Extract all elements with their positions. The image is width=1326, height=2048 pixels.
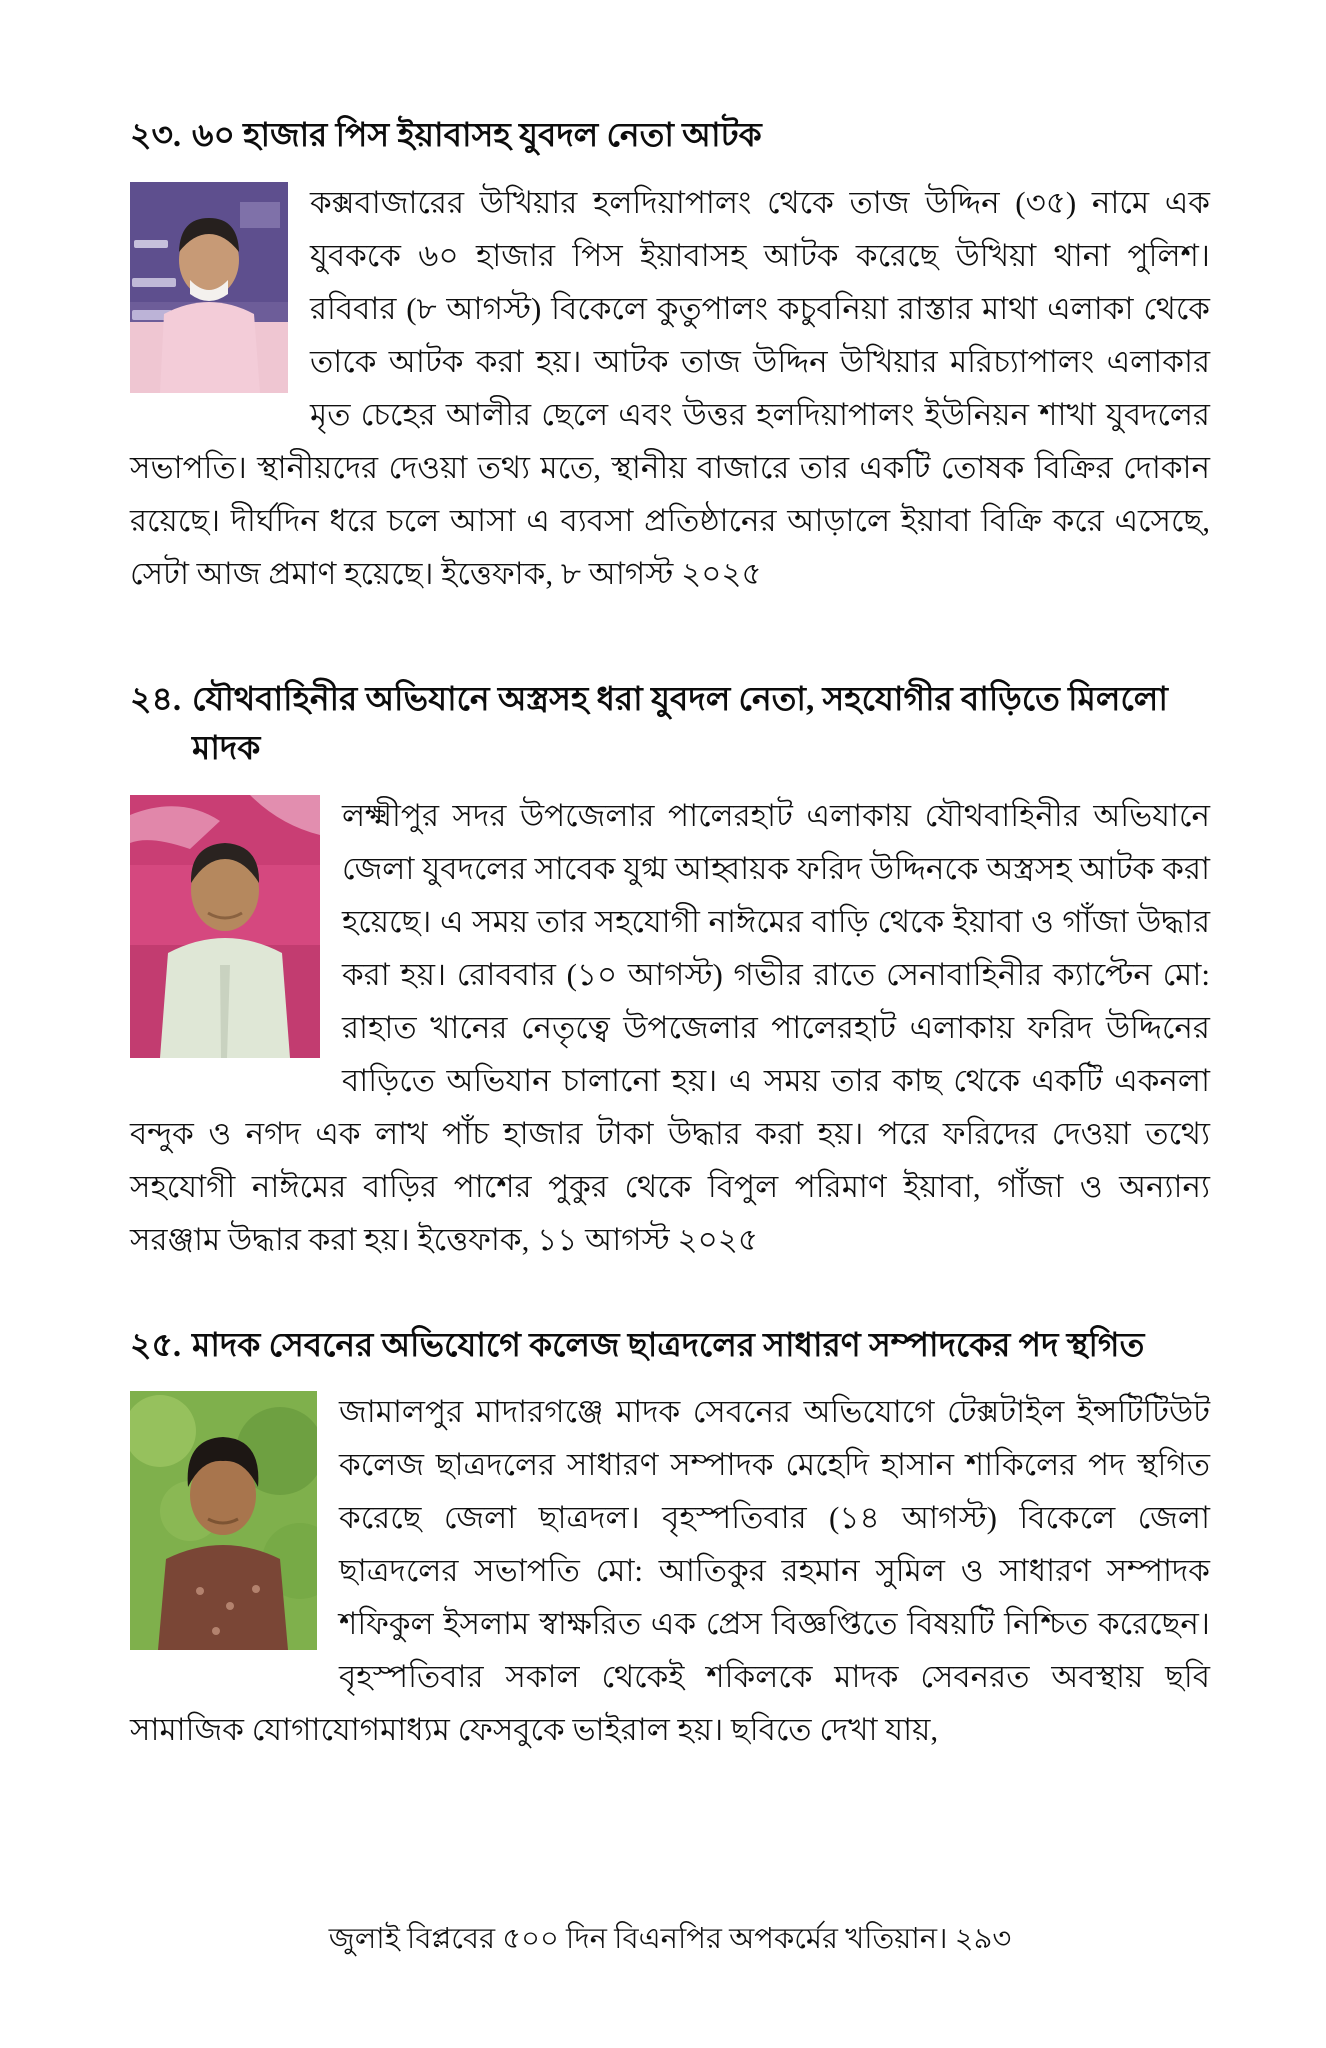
article-23-photo [130,182,288,393]
article-24 [130,676,1210,1266]
article-25-title: মাদক সেবনের অভিযোগে কলেজ ছাত্রদলের সাধারণ সম্পাদকের পদ স্থগিত [192,1327,1145,1364]
article-24-body [130,789,1210,1266]
article-24-title: যৌথবাহিনীর অভিযানে অস্ত্রসহ ধরা যুবদল নেতা, সহযোগীর বাড়িতে মিললো মাদক [192,681,1168,767]
article-23 [130,112,1210,600]
article-25-body [130,1385,1210,1756]
article-23-number: ২৩. [130,118,182,154]
article-25 [130,1322,1210,1757]
article-25-text: জামালপুর মাদারগঞ্জে মাদক সেবনের অভিযোগে টেক্সটাইল ইন্সটিটিউট কলেজ ছাত্রদলের সাধারণ সম্পাদক মেহেদি হাসান শাকিলের পদ স্থগিত করেছে জেলা ছাত্রদল। বৃহস্পতিবার (১৪ আগস্ট) বিকেলে জেলা ছাত্রদলের সভাপতি মো: আতিকুর রহমান সুমিল ও সাধারণ সম্পাদক শফিকুল ইসলাম স্বাক্ষরিত এক প্রেস বিজ্ঞপ্তিতে বিষয়টি নিশ্চিত করেছেন। বৃহস্পতিবার সকাল থেকেই শকিলকে মাদক সেবনরত অবস্থায় ছবি সামাজিক যোগাযোগমাধ্যম ফেসবুকে ভাইরাল হয়। ছবিতে দেখা যায়, [130,1394,1210,1747]
article-24-source: ইত্তেফাক, ১১ আগস্ট ২০২৫ [417,1221,759,1257]
article-23-heading [130,112,1210,162]
page-footer: জুলাই বিপ্লবের ৫০০ দিন বিএনপির অপকর্মের খতিয়ান। ২৯৩ [328,1923,1012,1955]
article-25-photo [130,1391,317,1650]
article-24-heading [130,676,1210,775]
article-24-number: ২৪. [130,681,182,718]
article-25-number: ২৫. [130,1327,182,1364]
article-24-photo [130,795,320,1058]
article-23-title: ৬০ হাজার পিস ইয়াবাসহ যুবদল নেতা আটক [192,118,762,154]
article-23-source: ইত্তেফাক, ৮ আগস্ট ২০২৫ [441,555,762,591]
article-25-heading [130,1322,1210,1372]
article-23-body [130,176,1210,600]
article-24-text: লক্ষ্মীপুর সদর উপজেলার পালেরহাট এলাকায় যৌথবাহিনীর অভিযানে জেলা যুবদলের সাবেক যুগ্ম আহ্বায়ক ফরিদ উদ্দিনকে অস্ত্রসহ আটক করা হয়েছে। এ সময় তার সহযোগী নাঈমের বাড়ি থেকে ইয়াবা ও গাঁজা উদ্ধার করা হয়। রোববার (১০ আগস্ট) গভীর রাতে সেনাবাহিনীর ক্যাপ্টেন মো: রাহাত খানের নেতৃত্বে উপজেলার পালেরহাট এলাকায় ফরিদ উদ্দিনের বাড়িতে অভিযান চালানো হয়। এ সময় তার কাছ থেকে একটি একনলা বন্দুক ও নগদ এক লাখ পাঁচ হাজার টাকা উদ্ধার করা হয়। পরে ফরিদের দেওয়া তথ্যে সহযোগী নাঈমের বাড়ির পাশের পুকুর থেকে বিপুল পরিমাণ ইয়াবা, গাঁজা ও অন্যান্য সরঞ্জাম উদ্ধার করা হয়। [130,797,1210,1257]
article-23-text: কক্সবাজারের উখিয়ার হলদিয়াপালং থেকে তাজ উদ্দিন (৩৫) নামে এক যুবককে ৬০ হাজার পিস ইয়াবাসহ আটক করেছে উখিয়া থানা পুলিশ। রবিবার (৮ আগস্ট) বিকেলে কুতুপালং কচুবনিয়া রাস্তার মাথা এলাকা থেকে তাকে আটক করা হয়। আটক তাজ উদ্দিন উখিয়ার মরিচ্যাপালং এলাকার মৃত চেহের আলীর ছেলে এবং উত্তর হলদিয়াপালং ইউনিয়ন শাখা যুবদলের সভাপতি। স্থানীয়দের দেওয়া তথ্য মতে, স্থানীয় বাজারে তার একটি তোষক বিক্রির দোকান রয়েছে। দীর্ঘদিন ধরে চলে আসা এ ব্যবসা প্রতিষ্ঠানের আড়ালে ইয়াবা বিক্রি করে এসেছে, সেটা আজ প্রমাণ হয়েছে। [130,184,1210,591]
